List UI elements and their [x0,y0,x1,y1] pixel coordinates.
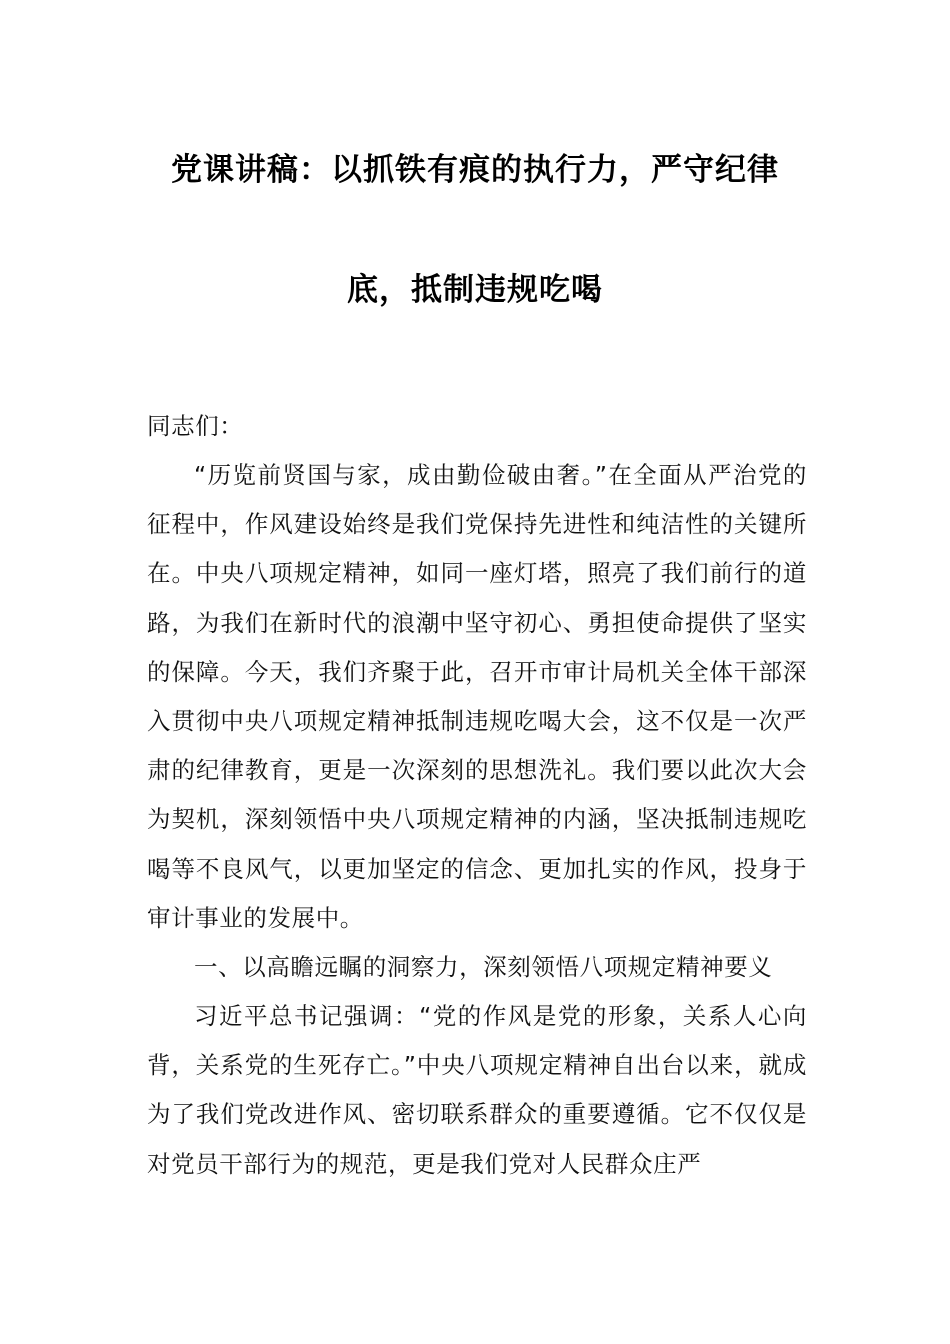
section-heading [147,943,807,992]
paragraph-text: “历览前贤国与家，成由勤俭破由奢。”在全面从严治党的征程中，作风建设始终是我们党保持先进性和纯洁性的关键所在。中央八项规定精神，如同一座灯塔，照亮了我们前行的道路，为我们在新时代的浪潮中坚守初心、勇担使命提供了坚实的保障。今天，我们齐聚于此，召开市审计局机关全体干部深入贯彻中央八项规定精神抵制违规吃喝大会，这不仅是一次严肃的纪律教育，更是一次深刻的思想洗礼。我们要以此次大会为契机，深刻领悟中央八项规定精神的内涵，坚决抵制违规吃喝等不良风气，以更加坚定的信念、更加扎实的作风，投身于审计事业的发展中。 [147,461,807,932]
document-title-line-2: 底，抵制违规吃喝 [347,272,603,308]
salutation [147,402,807,451]
section-heading-text: 一、以高瞻远瞩的洞察力，深刻领悟八项规定精神要义 [194,953,773,981]
paragraph-text: 习近平总书记强调：“党的作风是党的形象，关系人心向背，关系党的生死存亡。”中央八项规定精神自出台以来，就成为了我们党改进作风、密切联系群众的重要遵循。它不仅仅是对党员干部行为的规范，更是我们党对人民群众庄严 [147,1002,807,1178]
intro-paragraph [147,451,807,943]
salutation-text: 同志们： [147,412,244,440]
document-title-line-1: 党课讲稿：以抓铁有痕的执行力，严守纪律 [171,152,779,188]
section-paragraph [147,992,807,1189]
